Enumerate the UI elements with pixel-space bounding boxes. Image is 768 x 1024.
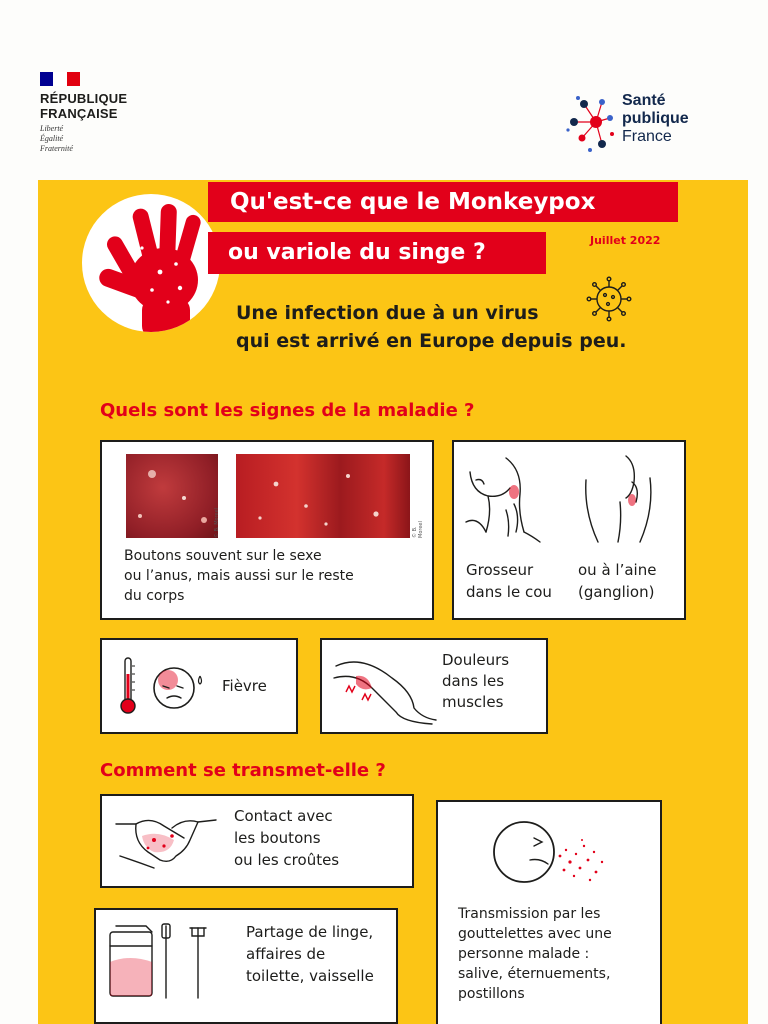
cou-line1: Grosseur (466, 561, 534, 579)
skin-photo-closeup (126, 454, 218, 538)
thermometer-icon (120, 656, 136, 716)
sante-publique-france-logo (566, 90, 706, 156)
card-boutons (100, 440, 434, 620)
signs-heading: Quels sont les signes de la maladie ? (100, 400, 475, 421)
leg-pain-icon (332, 648, 440, 728)
aine-line1: ou à l’aine (578, 561, 657, 579)
title-line2: ou variole du singe ? (208, 232, 546, 274)
aine-line2: (ganglion) (578, 583, 655, 601)
flag-red (67, 72, 80, 86)
hand-icon (82, 194, 220, 332)
motto-fraternite: Fraternité (40, 144, 73, 153)
card-contact (100, 794, 414, 888)
motto-liberte: Liberté (40, 124, 64, 133)
card-ganglion (452, 440, 686, 620)
linen-toiletries-icon (106, 922, 236, 1002)
gouttelettes-line5: postillons (458, 986, 525, 1002)
feverish-face-icon (148, 660, 206, 714)
gouttelettes-line3: personne malade : (458, 946, 590, 962)
poster (38, 180, 748, 1024)
handshake-icon (114, 806, 218, 876)
contact-line1: Contact avec (234, 807, 333, 825)
spf-line2: publique (622, 110, 689, 127)
douleurs-line1: Douleurs (442, 651, 510, 669)
card-linge (94, 908, 398, 1024)
groin-illustration-icon (576, 452, 660, 548)
skin-photo-wide (236, 454, 410, 538)
date-label: Juillet 2022 (590, 234, 661, 247)
card-fievre (100, 638, 298, 734)
neck-illustration-icon (462, 452, 542, 548)
gouttelettes-line1: Transmission par les (458, 906, 601, 922)
contact-line2: les boutons (234, 829, 321, 847)
gouttelettes-line2: gouttelettes avec une (458, 926, 612, 942)
douleurs-line2: dans les (442, 672, 505, 690)
flag-blue (40, 72, 53, 86)
cou-line2: dans le cou (466, 583, 552, 601)
gouttelettes-line4: salive, éternuements, (458, 966, 611, 982)
republique-line1: RÉPUBLIQUE (40, 91, 128, 106)
linge-line3: toilette, vaisselle (246, 967, 374, 985)
boutons-line3: du corps (124, 588, 185, 604)
subtitle-line1: Une infection due à un virus (236, 302, 539, 324)
linge-line2: affaires de (246, 945, 326, 963)
republique-line2: FRANÇAISE (40, 106, 118, 121)
motto-egalite: Égalité (40, 134, 64, 143)
spf-network-icon (566, 90, 618, 156)
photo-credit-1: © B. Moreel (214, 507, 220, 538)
contact-line3: ou les croûtes (234, 851, 340, 869)
title-line1: Qu'est-ce que le Monkeypox (208, 182, 678, 222)
fievre-label: Fièvre (222, 677, 267, 695)
photo-credit-2: © B. Moreel (412, 521, 424, 538)
linge-line1: Partage de linge, (246, 923, 374, 941)
boutons-line2: ou l’anus, mais aussi sur le reste (124, 568, 354, 584)
transmission-heading: Comment se transmet-elle ? (100, 760, 386, 781)
flag-white (53, 72, 66, 86)
subtitle-line2: qui est arrivé en Europe depuis peu. (236, 330, 627, 352)
french-flag-icon (40, 72, 80, 86)
douleurs-line3: muscles (442, 693, 504, 711)
spf-line1: Santé (622, 92, 666, 109)
card-douleurs (320, 638, 548, 734)
virus-icon (586, 276, 632, 322)
card-gouttelettes (436, 800, 662, 1024)
spf-line3: France (622, 128, 672, 145)
boutons-line1: Boutons souvent sur le sexe (124, 548, 322, 564)
sneezing-person-icon (490, 816, 608, 890)
